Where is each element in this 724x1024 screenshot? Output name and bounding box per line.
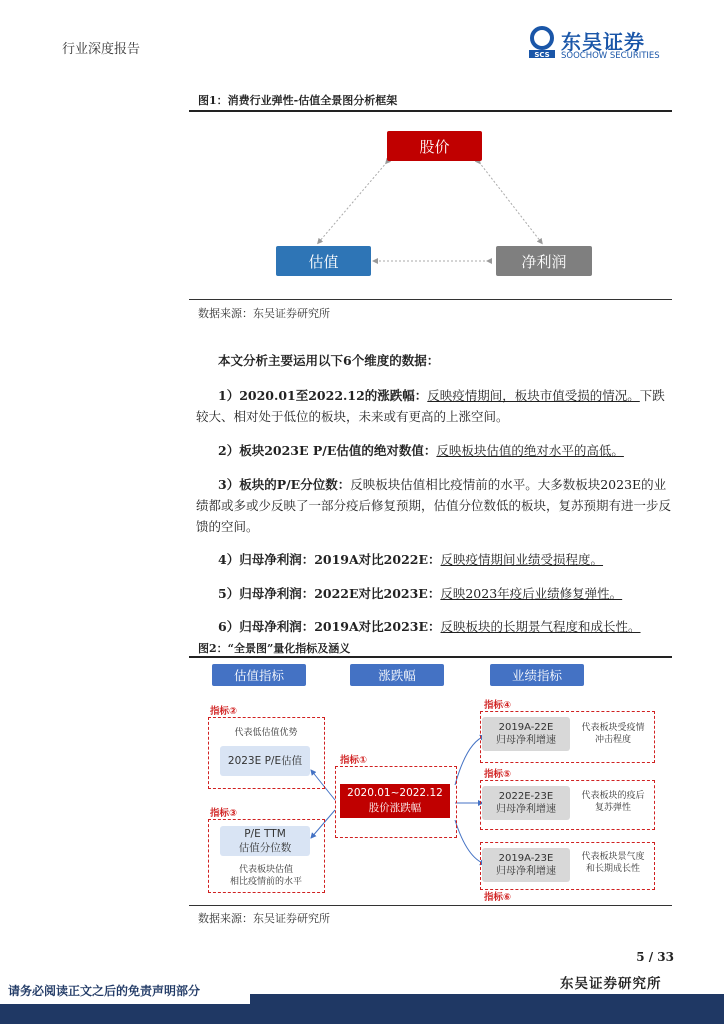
disclaimer-text: 请务必阅读正文之后的免责声明部分 bbox=[8, 984, 201, 998]
indicator-5-desc: 代表板块的疫后 复苏弹性 bbox=[581, 791, 645, 813]
figure1-bottom-rule bbox=[189, 299, 672, 300]
tag-indicator-2: 指标② bbox=[210, 706, 238, 717]
header-valuation-indicator: 估值指标 bbox=[212, 664, 306, 686]
logo-en-text: SOOCHOW SECURITIES bbox=[561, 51, 660, 61]
figure2-title: 图2：“全景图”量化指标及涵义 bbox=[198, 642, 351, 655]
logo-mark-icon bbox=[527, 26, 557, 60]
tag-indicator-3: 指标③ bbox=[210, 808, 238, 819]
indicator-6-box: 2019A-23E 归母净利增速 bbox=[482, 848, 570, 882]
header-price-change: 涨跌幅 bbox=[350, 664, 444, 686]
company-logo bbox=[527, 24, 677, 62]
indicator-3-desc: 代表板块估值 相比疫情前的水平 bbox=[229, 865, 302, 887]
item-5: 5）归母净利润：2022E对比2023E：反映2023年疫后业绩修复弹性。 bbox=[218, 586, 623, 601]
header-earnings-indicator: 业绩指标 bbox=[490, 664, 584, 686]
item-1: 1）2020.01至2022.12的涨跌幅：反映疫情期间，板块市值受损的情况。下跌较大、相对处于低位的板块，未来或有更高的上涨空间。 bbox=[196, 388, 665, 424]
indicator-4-desc: 代表板块受疫情 冲击程度 bbox=[581, 723, 645, 745]
figure2-top-rule bbox=[189, 656, 672, 658]
item-2: 2）板块2023E P/E估值的绝对数值：反映板块估值的绝对水平的高低。 bbox=[218, 443, 624, 458]
item-3: 3）板块的P/E分位数：反映板块估值相比疫情前的水平。大多数板块2023E的业绩都或多或少反映了一部分疫后修复预期，估值分位数低的板块，复苏预期有进一步反馈的空间。 bbox=[196, 477, 672, 534]
node-stock-price: 股价 bbox=[387, 131, 482, 161]
tag-indicator-6: 指标⑥ bbox=[484, 892, 512, 903]
figure2-source: 数据来源：东吴证券研究所 bbox=[198, 912, 330, 925]
figure1-source: 数据来源：东吴证券研究所 bbox=[198, 307, 330, 320]
node-valuation: 估值 bbox=[276, 246, 371, 276]
indicator-4-box: 2019A-22E 归母净利增速 bbox=[482, 717, 570, 751]
logo-cn-text: 东吴证券 bbox=[561, 30, 645, 54]
figure2-bottom-rule bbox=[189, 905, 672, 906]
tag-indicator-4: 指标④ bbox=[484, 700, 512, 711]
tag-indicator-5: 指标⑤ bbox=[484, 769, 512, 780]
indicator-6-desc: 代表板块景气度 和长期成长性 bbox=[581, 852, 645, 874]
figure1-title: 图1：消费行业弹性-估值全景图分析框架 bbox=[198, 94, 398, 107]
indicator-2-desc: 代表低估值优势 bbox=[234, 728, 298, 738]
item-4: 4）归母净利润：2019A对比2022E：反映疫情期间业绩受损程度。 bbox=[218, 552, 604, 567]
node-net-profit: 净利润 bbox=[496, 246, 592, 276]
page-number: 5 / 33 bbox=[636, 950, 674, 964]
indicator-2-box: 2023E P/E估值 bbox=[220, 746, 310, 776]
intro-paragraph: 本文分析主要运用以下6个维度的数据： bbox=[218, 353, 440, 368]
indicator-1-box: 2020.01~2022.12 股价涨跌幅 bbox=[340, 784, 450, 818]
footer-org-name: 东吴证券研究所 bbox=[560, 976, 662, 992]
report-type-label: 行业深度报告 bbox=[62, 42, 141, 57]
indicator-5-box: 2022E-23E 归母净利增速 bbox=[482, 786, 570, 820]
item-6: 6）归母净利润：2019A对比2023E：反映板块的长期景气程度和成长性。 bbox=[218, 619, 641, 634]
indicator-3-box: P/E TTM 估值分位数 bbox=[220, 826, 310, 856]
svg-text:SCS: SCS bbox=[534, 51, 550, 59]
tag-indicator-1: 指标① bbox=[340, 755, 368, 766]
